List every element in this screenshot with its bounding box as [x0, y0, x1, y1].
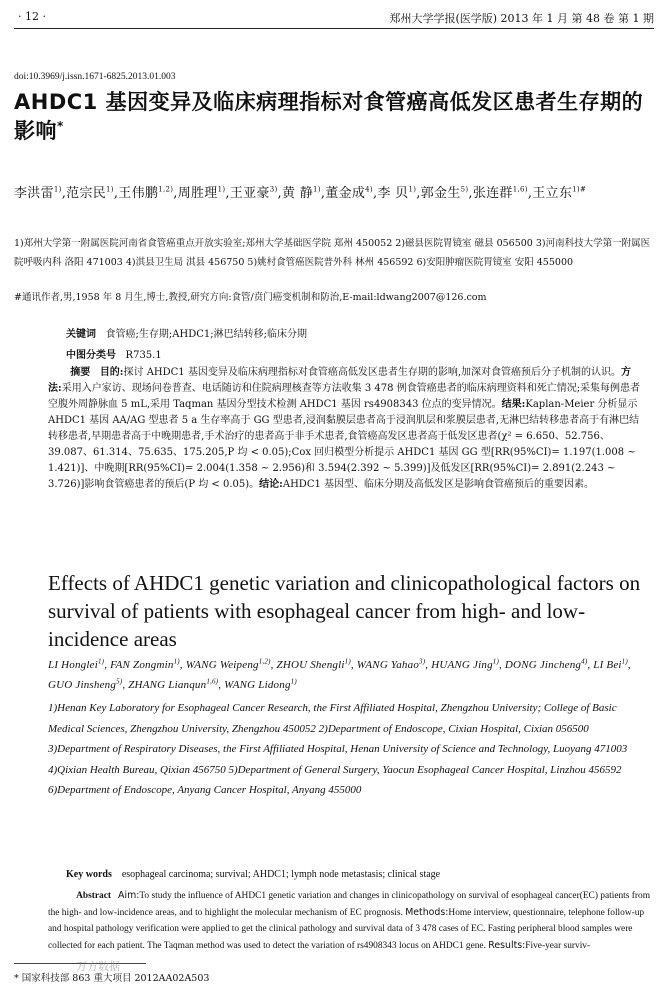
- en-results-label: Results:: [488, 939, 526, 951]
- author-name: 李 贝: [377, 186, 409, 201]
- author-name: FAN Zongmin: [110, 659, 174, 671]
- author-affiliation-mark: 5): [460, 185, 469, 194]
- clc-text: R735.1: [125, 350, 162, 361]
- aim-text: To study the influence of AHDC1 genetic variation and changes in clinicopathology on survival of esophageal cancer(EC) patients from the high- and low-incidence areas, and to highlight the molecular mechanism of EC prognosis.: [48, 891, 651, 918]
- author-affiliation-mark: 1): [492, 657, 499, 666]
- en-keywords-text: esophageal carcinoma; survival; AHDC1; lymph node metastasis; clinical stage: [121, 869, 441, 880]
- author-name: WANG Lidong: [224, 679, 291, 691]
- header-rule: [14, 28, 654, 29]
- running-header: [14, 8, 654, 28]
- purpose-label: 目的:: [99, 367, 124, 378]
- author-name: 周胜理: [177, 186, 218, 201]
- author-name: 郭金生: [420, 186, 461, 201]
- author-affiliation-mark: 1,2): [258, 657, 271, 666]
- english-title: Effects of AHDC1 genetic variation and clinicopathological factors on survival of patients with esophageal cancer from high- and low-incidence areas: [48, 571, 641, 651]
- page-number: · 12 ·: [18, 10, 46, 23]
- author-affiliation-mark: 1): [217, 185, 226, 194]
- author-affiliation-mark: 1): [408, 185, 417, 194]
- author-name: ZHOU Shengli: [276, 659, 345, 671]
- author-affiliation-mark: 1): [53, 185, 62, 194]
- en-abstract-label: Abstract: [76, 891, 112, 901]
- conclusion-text: AHDC1 基因型、临床分期及高低发区是影响食管癌预后的重要因素。: [282, 479, 595, 490]
- chinese-keywords: [66, 325, 646, 340]
- keywords-text: 食管癌;生存期;AHDC1;淋巴结转移;临床分期: [105, 329, 307, 340]
- author-affiliation-mark: 1,6): [512, 185, 528, 194]
- abstract-label: 摘要: [70, 367, 91, 378]
- purpose-text: 探讨 AHDC1 基因变异及临床病理指标对食管癌高低发区患者生存期的影响,加深对食管癌预后分子机制的认识。: [123, 367, 622, 378]
- author-name: 董金成: [325, 186, 366, 201]
- author-affiliation-mark: 1): [313, 185, 321, 194]
- correspondence: #通讯作者,男,1958 年 8 月生,博士,教授,研究方向:食管/贲门癌变机制和防治,E-mail:ldwang2007@126.com: [14, 292, 487, 303]
- results-text: Kaplan-Meier 分析显示 AHDC1 基因 AA/AG 型患者 5 a 生存率高于 GG 型患者,浸润黏膜层患者高于浸润肌层和浆膜层患者,无淋巴结转移患者高于有淋巴结转移患者,早期患者高于中晚期患者,手术治疗的患者高于非手术患者,食管癌高发区患者高于低发区患者(χ² = 6.650、52.756、39.087、61.314、75.635、175.205,P 均 < 0.05);Cox 回归模型分析提示 AHDC1 基因 GG 型[RR(95%CI)= 1.197(1.008 ~ 1.421)]、中晚期[RR(95%CI)= 2.004(1.358 ~ 2.956)和 3.594(2.392 ~ 5.399)]及低发区[RR(95%CI)= 2.891(2.243 ~ 3.726)]影响食管癌患者的预后(P 均 < 0.05)。: [48, 399, 640, 490]
- author-affiliation-mark: 1): [621, 657, 628, 666]
- methods-label: 方法:: [48, 367, 632, 394]
- chinese-affiliations: 1)郑州大学第一附属医院河南省食管癌重点开放实验室;郑州大学基础医学院 郑州 450052 2)磁县医院胃镜室 磁县 056500 3)河南科技大学第一附属医院呼吸内科 洛阳 471003 4)淇县卫生局 淇县 456750 5)姚村食管癌医院普外科 林州 456592 6)安阳肿瘤医院胃镜室 安阳 455000: [14, 238, 651, 268]
- author-name: 范宗民: [66, 186, 107, 201]
- english-authors: LI Honglei$^{1)}$, FAN Zongmin$^{1)}$, WANG Weipeng$^{1,2)}$, ZHOU Shengli$^{1)}$, WANG Yahao$^{3)}$, HUANG Jing$^{1)}$, DONG Jincheng$^{4)}$, LI Bei$^{1)}$, GUO Jinsheng$^{5)}$, ZHANG Lianqun$^{1,6)}$, WANG Lidong$^{1)}$: [48, 657, 631, 691]
- journal-info: 郑州大学学报(医学版) 2013 年 1 月 第 48 卷 第 1 期: [389, 12, 654, 25]
- watermark: 万方数据: [76, 960, 120, 973]
- author-name: 王亚豪: [229, 186, 270, 201]
- footnote: * 国家科技部 863 重大项目 2012AA02A503: [14, 973, 210, 984]
- author-affiliation-mark: 1,6): [206, 677, 219, 686]
- author-affiliation-mark: 1): [344, 657, 351, 666]
- author-affiliation-mark: 1): [173, 657, 180, 666]
- author-name: LI Bei: [593, 659, 622, 671]
- english-affiliations: 1)Henan Key Laboratory for Esophageal Cancer Research, the First Affiliated Hospital, Zhengzhou University; College of Basic Medical Sciences, Zhengzhou University, Zhengzhou 450052 2)Department of Endoscope, Cixian Hospital, Cixian 056500 3)Department of Respiratory Diseases, the First Affiliated Hospital, Henan University of Science and Technology, Luoyang 471003 4)Qixian Health Bureau, Qixian 456750 5)Department of General Surgery, Yaocun Esophageal Cancer Hospital, Linzhou 456592 6)Department of Endoscope, Anyang Cancer Hospital, Anyang 455000: [48, 702, 628, 796]
- keywords-label: 关键词: [66, 329, 96, 340]
- author-name: HUANG Jing: [431, 659, 493, 671]
- aim-label: Aim:: [118, 890, 140, 901]
- author-name: 王立东: [532, 186, 573, 201]
- doi: doi:10.3969/j.issn.1671-6825.2013.01.003: [14, 72, 176, 82]
- english-keywords: [66, 869, 656, 880]
- author-affiliation-mark: 1): [290, 677, 297, 686]
- en-methods-label: Methods:: [405, 906, 449, 918]
- author-affiliation-mark: 1): [97, 657, 105, 666]
- author-affiliation-mark: 1): [106, 185, 114, 194]
- english-abstract: [48, 888, 652, 954]
- author-name: WANG Weipeng: [185, 659, 259, 671]
- chinese-title: [14, 88, 654, 146]
- title-footnote-mark: *: [57, 119, 64, 133]
- chinese-authors: 李洪雷$^{1)}$,范宗民$^{1)}$,王伟鹏$^{1,2)}$,周胜理$^{1)}$,王亚豪$^{3)}$,黄 静$^{1)}$,董金成$^{4)}$,李 贝$^{1)}$,郭金生$^{5)}$,张连群$^{1,6)}$,王立东$^{1)\#}$: [14, 185, 587, 201]
- author-affiliation-mark: 3): [269, 185, 278, 194]
- en-keywords-label: Key words: [66, 869, 112, 880]
- author-affiliation-mark: 1,2): [158, 185, 174, 194]
- author-name: GUO Jinsheng: [48, 679, 117, 691]
- en-results-text: Five-year surviv-: [525, 940, 591, 951]
- author-name: WANG Yahao: [356, 659, 420, 671]
- conclusion-label: 结论:: [259, 479, 283, 490]
- author-affiliation-mark: 4): [581, 657, 588, 666]
- chinese-title-text: AHDC1 基因变异及临床病理指标对食管癌高低发区患者生存期的影响: [14, 90, 644, 143]
- clc-label: 中图分类号: [66, 350, 116, 361]
- author-name: ZHANG Lianqun: [128, 679, 207, 691]
- results-label: 结果:: [501, 399, 526, 410]
- author-name: DONG Jincheng: [504, 659, 582, 671]
- author-name: 王伟鹏: [118, 186, 159, 201]
- author-name: 张连群: [472, 186, 513, 201]
- author-name: 李洪雷: [14, 186, 54, 201]
- author-name: 黄 静: [281, 186, 314, 201]
- author-affiliation-mark: 3): [419, 657, 426, 666]
- author-affiliation-mark: 5): [116, 677, 123, 686]
- clc-number: [66, 346, 162, 361]
- methods-text: 采用入户家访、现场问卷普查、电话随访和住院病理核查等方法收集 3 478 例食管癌患者的临床病理资料和死亡情况;采集每例患者空腹外周静脉血 5 mL,采用 Taqman 基因分型技术检测 AHDC1 基因 rs4908343 位点的变异情况。: [48, 383, 641, 410]
- en-methods-text: Home interview, questionnaire, telephone follow-up and hospital pathology verification were applied to get the clinical pathology and survival data of 3 478 cases of EC. Fasting peripheral blood samples were collected for each patient. The Taqman method was used to detect the variation of rs4908343 locus on AHDC1 gene.: [48, 907, 645, 951]
- chinese-abstract: [48, 365, 644, 493]
- author-affiliation-mark: 4): [365, 185, 373, 194]
- author-name: LI Honglei: [48, 659, 98, 671]
- author-affiliation-mark: 1)#: [572, 185, 587, 194]
